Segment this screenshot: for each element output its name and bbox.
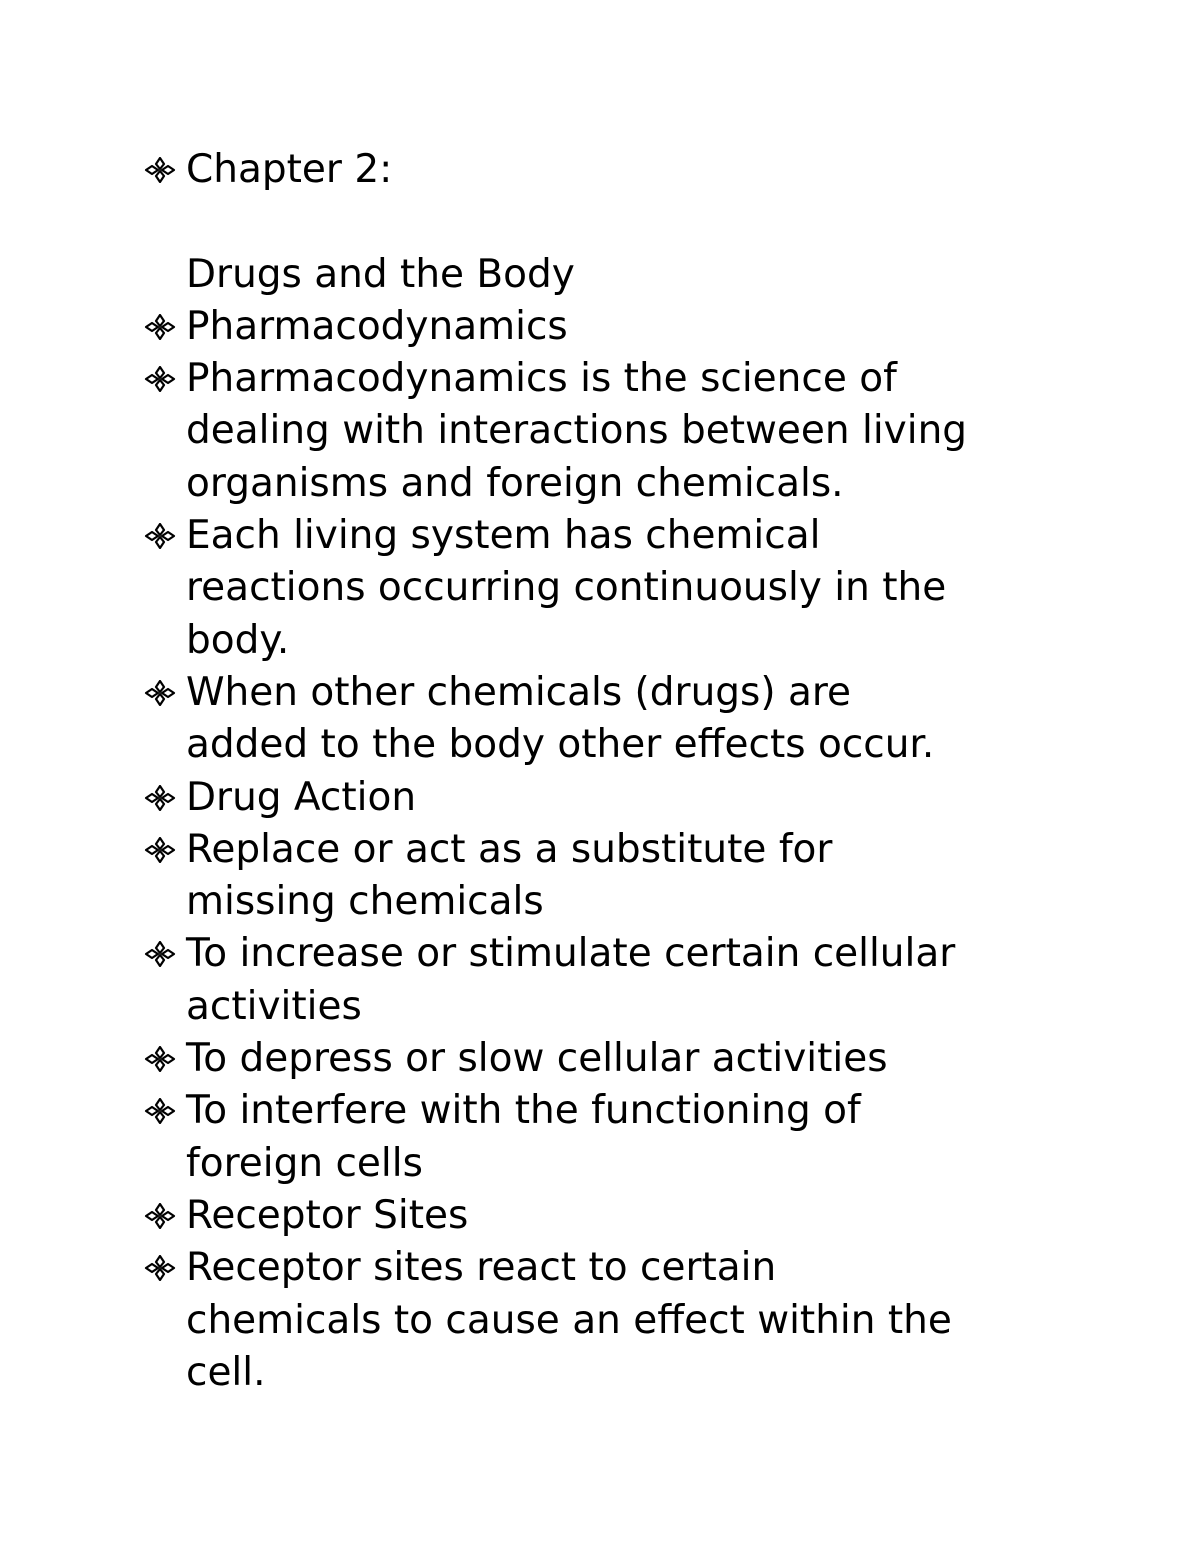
- four-diamond-bullet-icon: [143, 1255, 177, 1281]
- list-item: [143, 1242, 1143, 1399]
- list-item: [143, 1033, 1143, 1085]
- list-item: [143, 1085, 1143, 1190]
- subtitle-text: Drugs and the Body: [186, 251, 575, 297]
- list-item: [143, 301, 1143, 353]
- list-item: [143, 824, 1143, 929]
- list-item: [143, 772, 1143, 824]
- list-item: [143, 510, 1143, 667]
- list-item-text: Pharmacodynamics is the science of dealing with interactions between living organisms and foreign chemicals.: [186, 356, 968, 506]
- list-item-text: Pharmacodynamics: [186, 303, 568, 349]
- four-diamond-bullet-icon: [143, 1046, 177, 1072]
- list-item-text: Receptor Sites: [186, 1192, 469, 1238]
- subtitle-line: [143, 249, 1143, 301]
- four-diamond-bullet-icon: [143, 366, 177, 392]
- list-item-text: To depress or slow cellular activities: [186, 1036, 888, 1082]
- list-item-text: Receptor sites react to certain chemicals to cause an effect within the cell.: [186, 1245, 952, 1395]
- blank-line: [143, 196, 1143, 248]
- list-item-text: Chapter 2:: [186, 147, 393, 192]
- list-item: [143, 1190, 1143, 1242]
- four-diamond-bullet-icon: [143, 314, 177, 340]
- list-item-text: Drug Action: [186, 774, 417, 820]
- four-diamond-bullet-icon: [143, 680, 177, 706]
- list-item-text: Each living system has chemical reactions occurring continuously in the body.: [186, 513, 947, 663]
- list-item-text: When other chemicals (drugs) are added to the body other effects occur.: [186, 669, 935, 768]
- list-item-text: To increase or stimulate certain cellular activities: [186, 931, 956, 1029]
- four-diamond-bullet-icon: [143, 941, 177, 967]
- four-diamond-bullet-icon: [143, 837, 177, 863]
- four-diamond-bullet-icon: [143, 785, 177, 811]
- four-diamond-bullet-icon: [143, 1203, 177, 1229]
- four-diamond-bullet-icon: [143, 157, 177, 183]
- four-diamond-bullet-icon: [143, 1098, 177, 1124]
- bullet-list: [143, 144, 1143, 1399]
- list-item: [143, 353, 1143, 510]
- list-item-text: To interfere with the functioning of foreign cells: [186, 1088, 861, 1186]
- four-diamond-bullet-icon: [143, 523, 177, 549]
- list-item: [143, 667, 1143, 772]
- list-item-text: Replace or act as a substitute for missing chemicals: [186, 826, 833, 925]
- list-item: [143, 928, 1143, 1033]
- list-item: [143, 144, 1143, 196]
